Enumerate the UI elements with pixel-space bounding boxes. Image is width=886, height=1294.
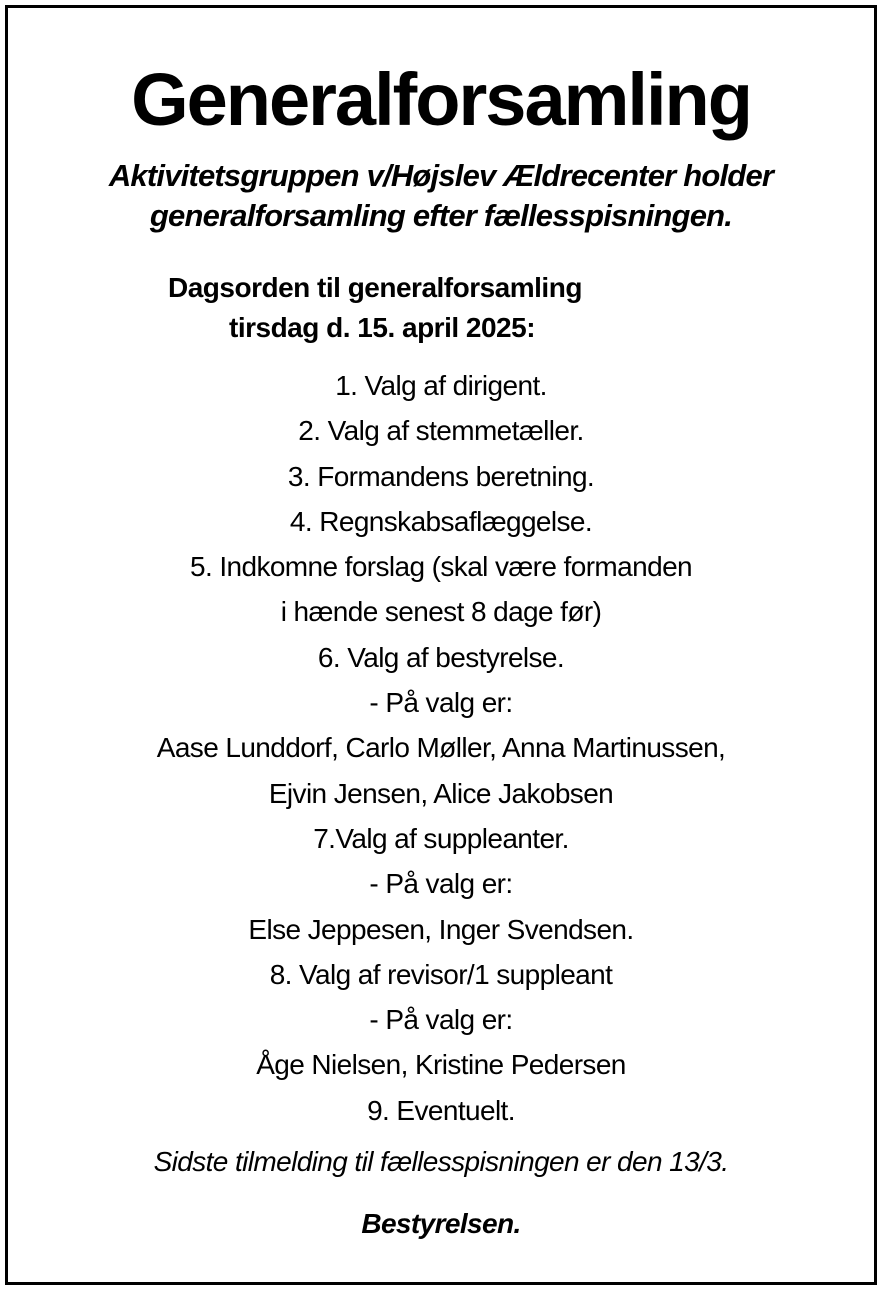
notice-subtitle	[8, 156, 874, 236]
agenda-item: - På valg er:	[369, 868, 513, 900]
subtitle-line: Aktivitetsgruppen v/Højslev Ældrecenter holder	[108, 158, 774, 193]
agenda-item: Aase Lunddorf, Carlo Møller, Anna Martinussen,	[156, 732, 726, 764]
agenda-heading-line: Dagsorden til generalforsamling	[168, 272, 582, 303]
subtitle-line: generalforsamling efter fællesspisningen.	[149, 198, 733, 233]
agenda-item: 6. Valg af bestyrelse.	[317, 641, 565, 673]
agenda-list	[8, 363, 874, 1133]
agenda-item: Ejvin Jensen, Alice Jakobsen	[268, 777, 614, 809]
notice-title: Generalforsamling	[131, 58, 751, 141]
agenda-item: 8. Valg af revisor/1 suppleant	[269, 958, 613, 990]
agenda-item: - På valg er:	[369, 1004, 513, 1036]
agenda-item: 5. Indkomne forslag (skal være formanden	[189, 551, 693, 583]
agenda-item: 4. Regnskabsaflæggelse.	[289, 505, 593, 537]
agenda-item: 2. Valg af stemmetæller.	[298, 415, 584, 447]
notice-frame	[5, 5, 877, 1285]
agenda-item: 9. Eventuelt.	[367, 1094, 515, 1126]
agenda-item: - På valg er:	[369, 687, 513, 719]
agenda-item: 1. Valg af dirigent.	[335, 370, 547, 401]
agenda-item: Else Jeppesen, Inger Svendsen.	[248, 913, 634, 945]
agenda-heading-line: tirsdag d. 15. april 2025:	[229, 312, 536, 343]
agenda-item: Åge Nielsen, Kristine Pedersen	[256, 1049, 626, 1081]
agenda-item: i hænde senest 8 dage før)	[280, 596, 602, 628]
registration-note: Sidste tilmelding til fællesspisningen er den 13/3.	[153, 1146, 729, 1177]
agenda-item: 7.Valg af suppleanter.	[313, 822, 569, 854]
agenda-item: 3. Formandens beretning.	[287, 460, 595, 492]
signature: Bestyrelsen.	[361, 1208, 521, 1239]
agenda-heading	[168, 268, 728, 348]
